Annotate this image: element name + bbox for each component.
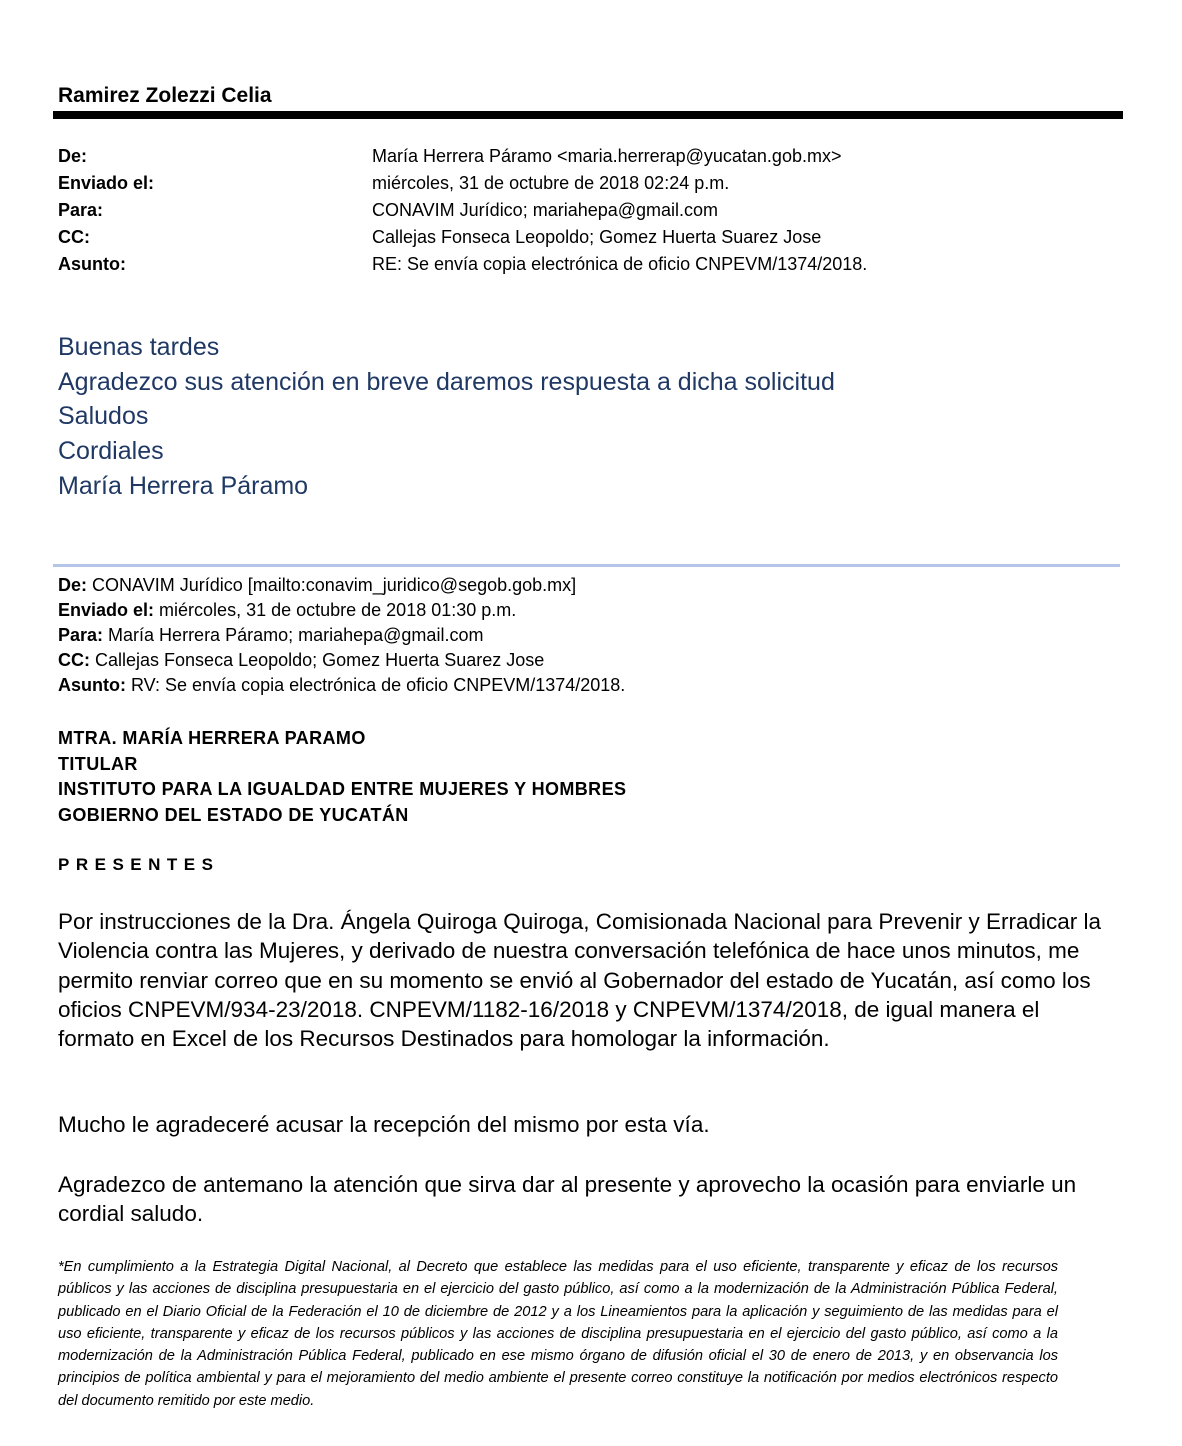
forwarded-from-row <box>58 573 625 598</box>
forwarded-to-value: María Herrera Páramo; mariahepa@gmail.com <box>108 625 484 645</box>
header-subject-row <box>58 251 1118 278</box>
body-paragraph: Mucho le agradeceré acusar la recepción del mismo por esta vía. <box>58 1112 710 1137</box>
addressee-block <box>58 726 626 828</box>
sent-date-value: miércoles, 31 de octubre de 2018 02:24 p.m. <box>372 173 730 193</box>
forwarded-label: Para: <box>58 625 104 645</box>
forwarded-subject-row <box>58 673 625 698</box>
forward-separator <box>53 564 1120 567</box>
reply-line: Buenas tardes <box>58 333 220 361</box>
addressee-title: TITULAR <box>58 753 138 774</box>
forwarded-from-value: CONAVIM Jurídico [mailto:conavim_juridico@segob.gob.mx] <box>92 575 577 595</box>
mailbox-owner-name: Ramirez Zolezzi Celia <box>58 84 272 107</box>
header-label: CC: <box>58 227 90 247</box>
sender-value: María Herrera Páramo <maria.herrerap@yucatan.gob.mx> <box>372 146 842 166</box>
subject-value: RE: Se envía copia electrónica de oficio CNPEVM/1374/2018. <box>372 254 868 274</box>
forwarded-label: De: <box>58 575 88 595</box>
header-label: Asunto: <box>58 254 126 274</box>
forwarded-to-row <box>58 623 625 648</box>
reply-signature: María Herrera Páramo <box>58 471 309 500</box>
presentes-heading: PRESENTES <box>58 855 220 874</box>
reply-line: Agradezco sus atención en breve daremos respuesta a dicha solicitud <box>58 367 835 396</box>
header-divider <box>53 111 1123 119</box>
reply-line: Saludos <box>58 402 149 431</box>
recipients-value: CONAVIM Jurídico; mariahepa@gmail.com <box>372 200 719 220</box>
cc-value: Callejas Fonseca Leopoldo; Gomez Huerta Suarez Jose <box>372 227 822 247</box>
body-paragraph: Por instrucciones de la Dra. Ángela Quiroga Quiroga, Comisionada Nacional para Prevenir y Erradicar la Violencia contra las Mujeres, y derivado de nuestra conversación telefónica de hace unos minutos, me permito renviar correo que en su momento se envió al Gobernador del estado de Yucatán, así como los oficios CNPEVM/934-23/2018. CNPEVM/1182-16/2018 y CNPEVM/1374/2018, de igual manera el formato en Excel de los Recursos Destinados para homologar la información. <box>58 909 1102 1052</box>
email-header <box>58 143 1118 278</box>
addressee-institution: INSTITUTO PARA LA IGUALDAD ENTRE MUJERES Y HOMBRES <box>58 779 627 799</box>
body-paragraph: Agradezco de antemano la atención que sirva dar al presente y aprovecho la ocasión para enviarle un cordial saludo. <box>58 1172 1077 1227</box>
header-label: De: <box>58 146 88 166</box>
addressee-government: GOBIERNO DEL ESTADO DE YUCATÁN <box>58 804 409 825</box>
header-label: Enviado el: <box>58 173 155 193</box>
forwarded-subject-value: RV: Se envía copia electrónica de oficio CNPEVM/1374/2018. <box>131 675 626 695</box>
forwarded-header <box>58 573 625 698</box>
addressee-name: MTRA. MARÍA HERRERA PARAMO <box>58 728 366 748</box>
header-sent-row <box>58 170 1118 197</box>
forwarded-label: Asunto: <box>58 675 126 695</box>
header-to-row <box>58 197 1118 224</box>
legal-footer-note: *En cumplimiento a la Estrategia Digital Nacional, al Decreto que establece las medidas para el uso eficiente, transparente y eficaz de los recursos públicos y las acciones de disciplina presupuestaria en el ejercicio del gasto público, así como a la modernización de la Administración Pública Federal, publicado en el Diario Oficial de la Federación el 10 de diciembre de 2012 y a los Lineamientos para la aplicación y seguimiento de las medidas para el uso eficiente, transparente y eficaz de los recursos públicos y las acciones de disciplina presupuestaria en el ejercicio del gasto público, así como a la modernización de la Administración Pública Federal, publicado en ese mismo órgano de difusión oficial el 30 de enero de 2013, y en observancia los principios de política ambiental y para el mejoramiento del medio ambiente el presente correo constituye la notificación por medios electrónicos respecto del documento remitido por este medio. <box>58 1259 1058 1409</box>
forwarded-sent-value: miércoles, 31 de octubre de 2018 01:30 p.m. <box>159 600 517 620</box>
header-cc-row <box>58 224 1118 251</box>
header-from-row <box>58 143 1118 170</box>
forwarded-cc-row <box>58 648 625 673</box>
reply-body <box>58 330 835 504</box>
forwarded-label: Enviado el: <box>58 600 155 620</box>
forwarded-cc-value: Callejas Fonseca Leopoldo; Gomez Huerta Suarez Jose <box>95 650 545 670</box>
reply-line: Cordiales <box>58 437 164 466</box>
forwarded-label: CC: <box>58 650 90 670</box>
header-label: Para: <box>58 200 104 220</box>
forwarded-sent-row <box>58 598 625 623</box>
